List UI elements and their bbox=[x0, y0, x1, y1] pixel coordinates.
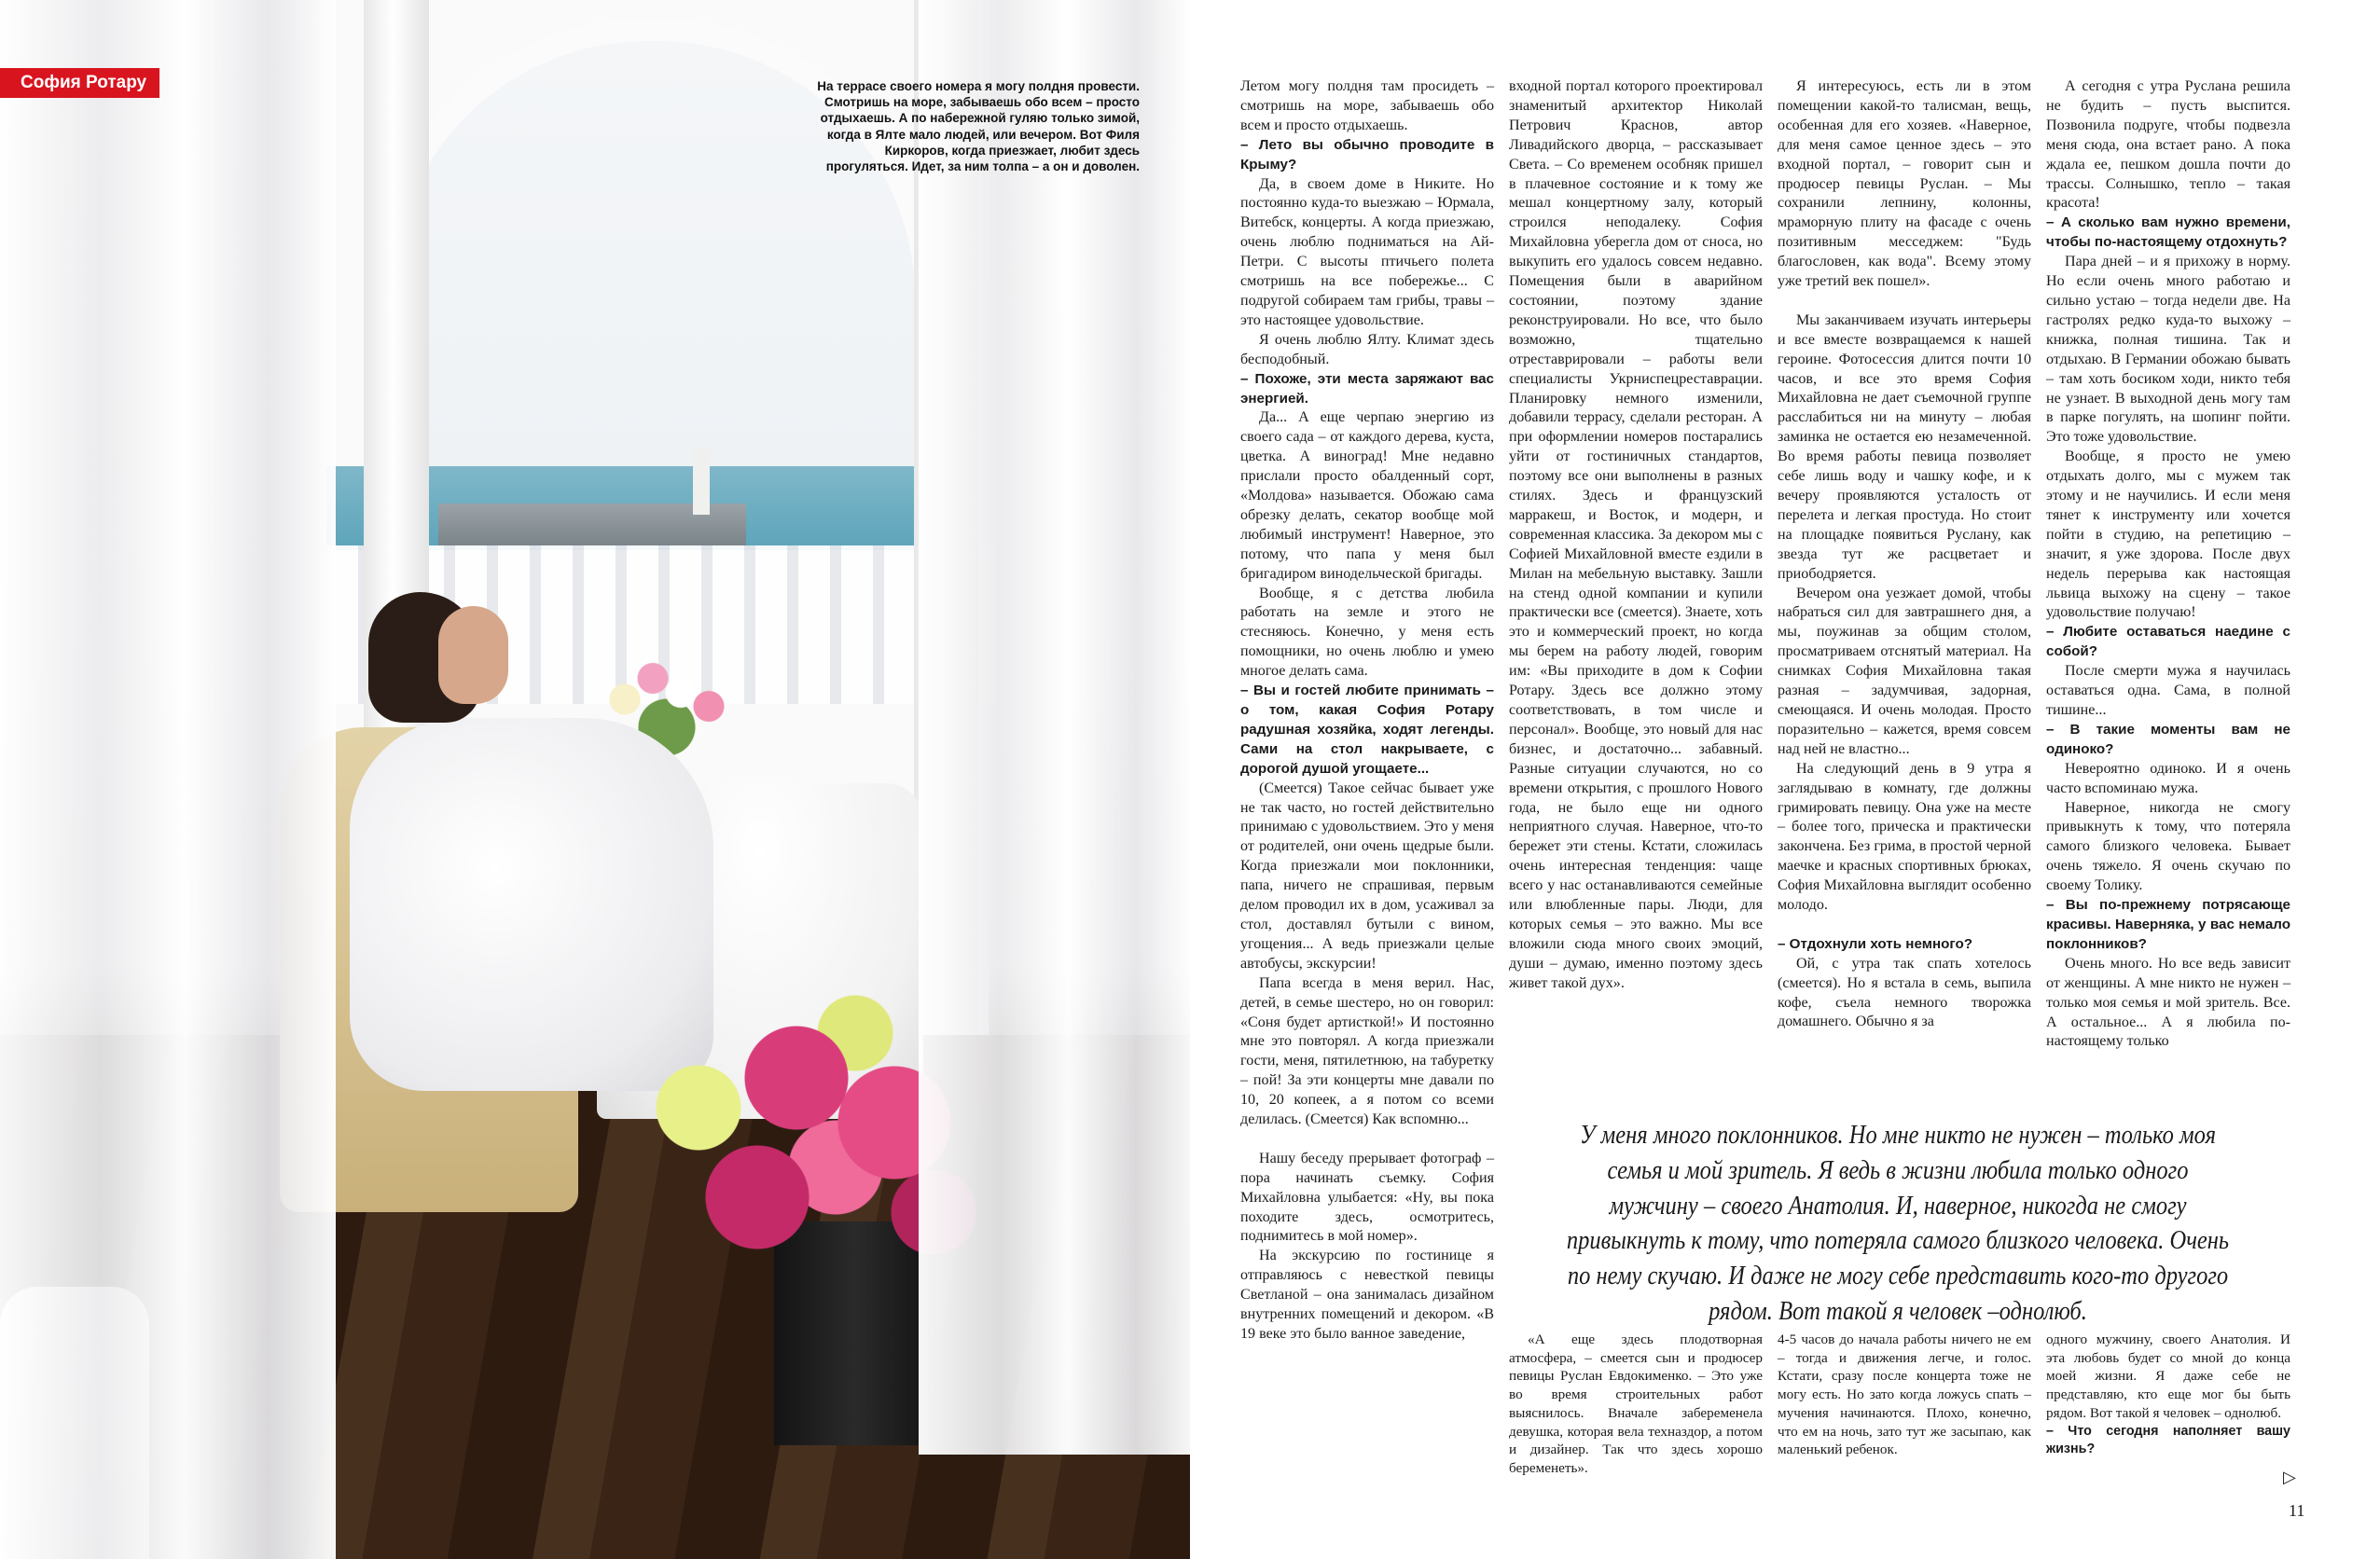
text-paragraph: Нашу беседу прерывает фотограф – пора начинать съемку. София Михайловна улыбается: «Ну, вы пока походите здесь, осмотритесь, поднимитесь в мой номер». bbox=[1240, 1150, 1494, 1245]
photo-caption: На террасе своего номера я могу полдня провести. Смотришь на море, забываешь обо всем – просто отдыхаешь. А по набережной гуляю только зимой, когда в Ялте мало людей, или вечером. Вот Филя Киркоров, когда приезжает, любит здесь прогуляться. Идет, за ним толпа – а он и доволен. bbox=[817, 79, 1140, 174]
article-column-2 bbox=[1509, 77, 1763, 994]
lower-column-2 bbox=[1509, 1331, 1763, 1478]
woman-face bbox=[438, 606, 508, 704]
text-paragraph: Я очень люблю Ялту. Климат здесь бесподобный. bbox=[1240, 331, 1494, 367]
text-paragraph: 4-5 часов до начала работы ничего не ем – тогда и движения легче, и голос. Кстати, сразу после концерта тоже не могу есть. Но зато когда ложусь спать – мучения начинаются. Плохо, конечно, что ем на ночь, зато тут же засыпаю, как маленький ребенок. bbox=[1778, 1331, 2031, 1458]
question-paragraph: – Похоже, эти места заряжают вас энергией. bbox=[1240, 370, 1494, 407]
text-paragraph: входной портал которого проектировал знаменитый архитектор Николай Петрович Краснов, автор Ливадийского дворца, – рассказывает Света. – Со временем особняк пришел в плачевное состояние и к тому же мешал концертному залу, который строился неподалеку. София Михайловна уберегла дом от сноса, но выкупить его удалось совсем недавно. Помещения были в аварийном состоянии, поэтому здание реконструировали. Но все, что было возможно, тщательно отреставрировали – работы вели специалисты Укрниспецреставрации. Планировку немного изменили, добавили террасу, сделали ресторан. А при оформлении номеров постарались уйти от гостиничных стандартов, поэтому все они выполнены в разных стилях. Здесь и французский марракеш, и Восток, и модерн, и современная классика. За декором мы с Софией Михайловной вместе ездили в Милан на мебельную выставку. Зашли на стенд одной компании и купили практически все (смеется). Знаете, хоть это и коммерческий проект, но когда мы берем на работу людей, говорим им: «Вы приходите в дом к Софии Ротару. Здесь все должно этому соответствовать, в том числе и персонал». Вообще, это новый для нас бизнес, и достаточно... забавный. Разные ситуации случаются, но со времени открытия, с прошлого Нового года, не было еще ни одного неприятного случая. Наверное, что-то бережет эти стены. Кстати, сложилась очень интересная тенденция: чаще всего у нас останавливаются семейные или влюбленные пары. Люди, для которых семья – это важно. Мы все вложили сюда много своих эмоций, души – думаю, именно поэтому здесь живет такой дух». bbox=[1509, 78, 1763, 991]
text-paragraph: Невероятно одиноко. И я очень часто вспоминаю мужа. bbox=[2046, 760, 2290, 796]
text-paragraph: Вообще, я с детства любила работать на земле и этого не стесняюсь. Конечно, у меня есть помощники, но очень люблю и умею многое делать сама. bbox=[1240, 585, 1494, 680]
article-column-4 bbox=[2046, 77, 2290, 1052]
question-paragraph: – В такие моменты вам не одиноко? bbox=[2046, 721, 2290, 757]
curtain-right bbox=[919, 0, 1190, 1455]
text-paragraph: Да, в своем доме в Никите. Но постоянно куда-то выезжаю – Юрмала, Витебск, концерты. А когда приезжаю, очень люблю подниматься на Ай-Петри. С высоты птичьего полета смотришь на все побережье... С подругой собираем там грибы, травы – это настоящее удовольствие. bbox=[1240, 175, 1494, 328]
question-paragraph: – Лето вы обычно проводите в Крыму? bbox=[1240, 136, 1494, 172]
text-paragraph: «А еще здесь плодотворная атмосфера, – смеется сын и продюсер певицы Руслан Евдокименко. – Это уже во время строительных работ выяснилось. Вначале забеременела девушка, которая вела техназдор, а потом и дизайнер. Так что здесь хорошо беременеть». bbox=[1509, 1331, 1763, 1476]
text-paragraph: Наверное, никогда не смогу привыкнуть к тому, что потеряла самого близкого человека. Бывает очень тяжело. Я очень скучаю по своему Толику. bbox=[2046, 799, 2290, 894]
question-paragraph: – Что сегодня наполняет вашу жизнь? bbox=[2046, 1423, 2290, 1457]
continue-arrow-icon: ▷ bbox=[2283, 1468, 2296, 1487]
question-paragraph: – Отдохнули хоть немного? bbox=[1778, 935, 1973, 952]
curtain-left bbox=[0, 0, 336, 1559]
text-paragraph: На следующий день в 9 утра я заглядываю в комнату, где должны гримировать певицу. Она уже на месте – более того, прическа и практически закончена. Без грима, в простой черной маечке и красных спортивных брюках, София Михайловна выглядит особенно молодо. bbox=[1778, 760, 2031, 914]
lower-column-4 bbox=[2046, 1331, 2290, 1459]
article-column-3 bbox=[1778, 77, 2031, 1032]
text-paragraph: Пара дней – и я прихожу в норму. Но если очень много работаю и сильно устаю – тогда недели две. На гастролях редко куда-то выхожу – книжка, полная тишина. Так и отдыхаю. В Германии обожаю бывать – там хоть босиком ходи, никто тебя не узнает. В выходной день могу там в парке погулять, на шопинг пойти. Это тоже удовольствие. bbox=[2046, 254, 2290, 446]
lighthouse bbox=[693, 449, 710, 515]
pull-quote: У меня много поклонников. Но мне никто не нужен – только моя семья и мой зритель. Я ведь в жизни любила только одного мужчину – своего Анатолия. И, наверное, никогда не смогу привыкнуть к тому, что потеряла самого близкого человека. Очень по нему скучаю. И даже не могу себе представить кого-то другого рядом. Вот такой я человек –однолюб. bbox=[1566, 1121, 2230, 1326]
question-paragraph: – Вы по-прежнему потрясающе красивы. Наверняка, у вас немало поклонников? bbox=[2046, 897, 2290, 952]
question-paragraph: – А сколько вам нужно времени, чтобы по-настоящему отдохнуть? bbox=[2046, 214, 2290, 251]
page-number: 11 bbox=[2289, 1501, 2305, 1520]
lower-column-3 bbox=[1778, 1331, 2031, 1459]
text-paragraph: Мы заканчиваем изучать интерьеры и все вместе возвращаемся к нашей героине. Фотосессия длится почти 10 часов, и все это время София Михайловна не дает съемочной группе расслабиться ни на минуту – любая заминка не остается ею незамеченной. Во время работы певица позволяет себе лишь воду и чашку кофе, и к вечеру проявляются усталость от перелета и легкая простуда. Но стоит на площадке появиться Руслану, как звезда тут же расцветает и приободряется. bbox=[1778, 311, 2031, 582]
text-paragraph: (Смеется) Такое сейчас бывает уже не так часто, но гостей действительно принимаю с удовольствием. Это у меня от родителей, они очень щедрые были. Когда приезжали мои поклонники, папа, ничего не спрашивая, первым делом проводил их в дом, усаживал за стол, доставлял бутыли с вином, угощения... А ведь приезжали целые автобусы, экскурсии! bbox=[1240, 780, 1494, 972]
text-paragraph: одного мужчину, своего Анатолия. И эта любовь будет со мной до конца моей жизни. Я даже себе не представляю, кто еще мог бы быть рядом. Вот такой я человек – однолюб. bbox=[2046, 1331, 2290, 1421]
text-paragraph: Папа всегда в меня верил. Нас, детей, в семье шестеро, но он говорил: «Соня будет артисткой!» И постоянно мне это повторял. А когда приезжали гости, меня, пятилетнюю, на табуретку – пой! За эти концерты мне давали по 10, 20 копеек, а я потом со всеми делилась. (Смеется) Как вспомню... bbox=[1240, 974, 1494, 1128]
text-paragraph: Летом могу полдня там просидеть – смотришь на море, забываешь обо всем и просто отдыхаешь. bbox=[1240, 78, 1494, 133]
question-paragraph: – Любите оставаться наедине с собой? bbox=[2046, 624, 2290, 660]
text-paragraph: После смерти мужа я научилась оставаться одна. Сама, в полной тишине... bbox=[2046, 663, 2290, 718]
text-paragraph: Вечером она уезжает домой, чтобы набраться сил для завтрашнего дня, а мы, поужинав за общим столом, просматриваем отснятый материал. На снимках София Михайловна такая разная – задумчивая, задорная, смеющаяся. И очень молодая. Просто поразительно – кажется, время совсем над ней не властно... bbox=[1778, 585, 2031, 757]
text-paragraph: Ой, с утра так спать хотелось (смеется). Но я встала в семь, выпила кофе, съела немного творожка домашнего. Обычно я за bbox=[1778, 955, 2031, 1030]
text-paragraph: На экскурсию по гостинице я отправляюсь с невесткой певицы Светланой – она занималась дизайном внутренних помещений и декором. «В 19 веке это было ванное заведение, bbox=[1240, 1248, 1494, 1342]
text-paragraph: Очень много. Но все ведь зависит от женщины. А мне никто не нужен – только моя семья и мой зритель. Все. А остальное... А я любила по-настоящему только bbox=[2046, 955, 2290, 1050]
text-paragraph: Я интересуюсь, есть ли в этом помещении какой-то талисман, вещь, особенная для его хозяев. «Наверное, для меня самое ценное здесь – это входной портал, – говорит сын и продюсер певицы Руслан. – Мы сохранили лепнину, колонны, мраморную плиту на фасаде с очень позитивным месседжем: "Будь благословен, как вода". Всему этому уже третий век пошел». bbox=[1778, 78, 2031, 290]
text-paragraph: Вообще, я просто не умею отдыхать долго, мы с мужем так этому и не научились. И если меня тянет к инструменту или хочется пойти в студию, на репетицию – значит, я уже здорова. После двух недель перерыва как настоящая львица выхожу на сцену – такое удовольствие получаю! bbox=[2046, 448, 2290, 621]
question-paragraph: – Вы и гостей любите принимать – о том, какая София Ротару радушная хозяйка, ходят легенды. Сами на стол накрываете, с дорогой душой угощаете... bbox=[1240, 683, 1494, 777]
text-paragraph: Да... А еще черпаю энергию из своего сада – от каждого дерева, куста, цветка. А виноград! Мне недавно прислали просто обалденный сорт, «Молдова» называется. Обожаю сама обрезку делать, секатор вообще мой любимый инструмент! Наверное, это потому, что папа у меня был бригадиром винодельческой бригады. bbox=[1240, 409, 1494, 582]
name-tag: София Ротару bbox=[0, 68, 159, 98]
text-paragraph: А сегодня с утра Руслана решила не будить – пусть выспится. Позвонила подруге, чтобы подвезла меня сюда, она встает рано. А пока ждала ее, пешком дошла почти до трассы. Солнышко, тепло – такая красота! bbox=[2046, 78, 2290, 212]
article-column-1 bbox=[1240, 77, 1494, 1345]
